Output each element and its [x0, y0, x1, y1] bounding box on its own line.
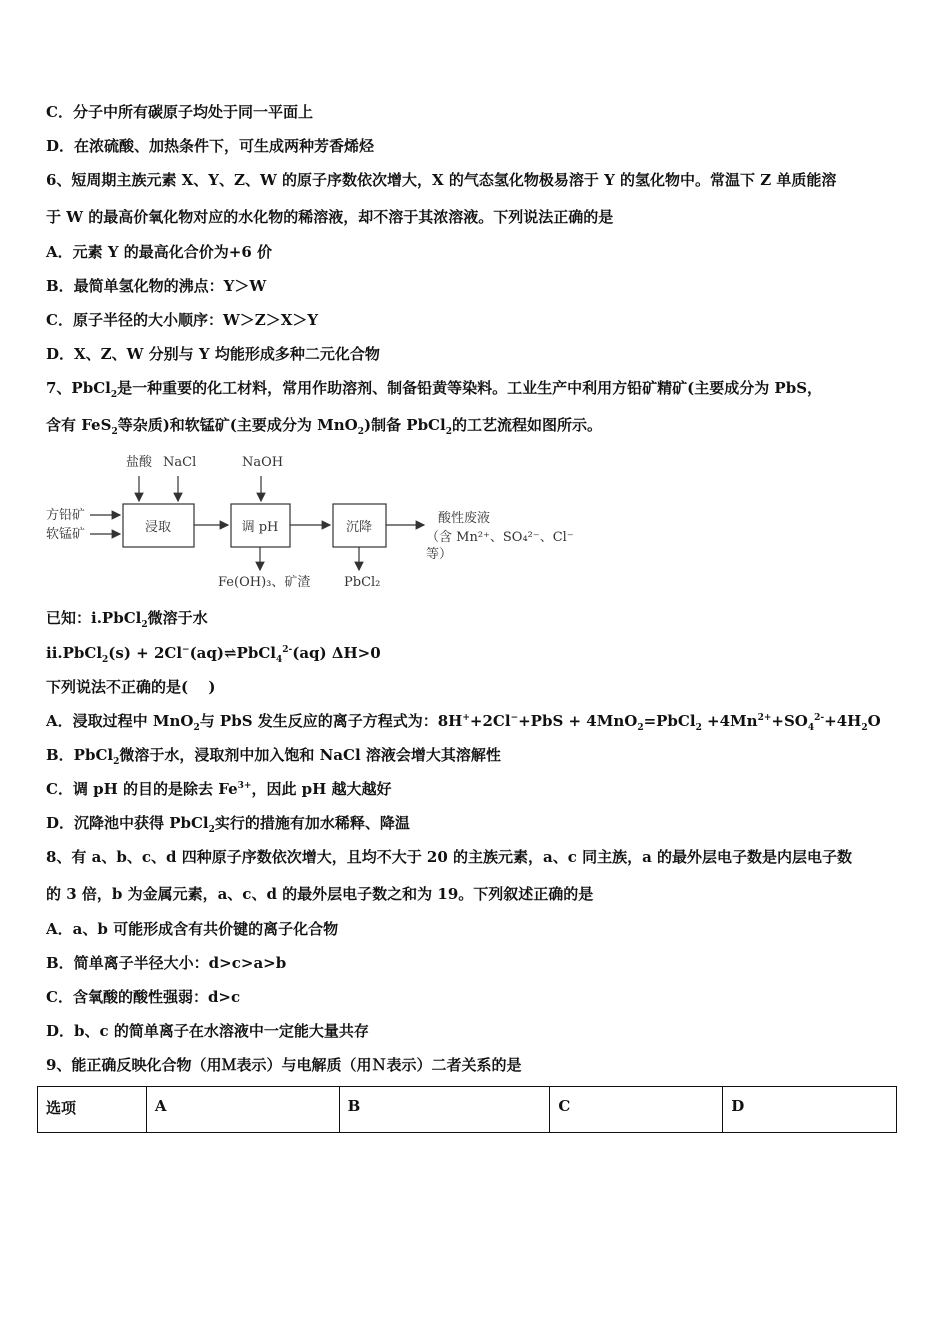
- reagent-label-nacl: NaCl: [163, 455, 197, 470]
- output-label-waste-detail: （含 Mn²⁺、SO₄²⁻、Cl⁻: [426, 530, 574, 545]
- output-label-waste-etc: 等）: [426, 547, 453, 562]
- q7-known-i: 已知：i.PbCl$_2$微溶于水: [46, 609, 208, 630]
- q8-stem-line1: 8、有 a、b、c、d 四种原子序数依次增大，且均不大于 20 的主族元素，a、c 同主族，a 的最外层电子数是内层电子数: [46, 848, 853, 866]
- q7-option-a: A．浸取过程中 MnO$_2$与 PbS 发生反应的离子方程式为：8H++2Cl−+PbS + 4MnO$_2$=PbCl$_2$ $+4Mn^{2+}+SO_4^{2-}+4H_2O$: [46, 712, 881, 733]
- table-header-c: C: [550, 1087, 723, 1133]
- q9-options-table: [37, 1086, 897, 1133]
- q6-stem-line1: 6、短周期主族元素 X、Y、Z、W 的原子序数依次增大，X 的气态氢化物极易溶于 Y 的氢化物中。常温下 Z 单质能溶: [46, 171, 837, 189]
- q7-stem-line2: 含有 FeS$_2$等杂质)和软锰矿(主要成分为 MnO$_2$)制备 PbCl$_2$的工艺流程如图所示。: [46, 416, 602, 437]
- q7-option-c: C．调 pH 的目的是除去 $Fe^{3+}$，因此 pH 越大越好: [46, 780, 392, 798]
- process-flow-diagram: [40, 450, 600, 600]
- box-label-adjust-ph: 调 pH: [241, 520, 279, 535]
- q6-option-d: D．X、Z、W 分别与 Y 均能形成多种二元化合物: [46, 345, 380, 363]
- table-header-option: 选项: [38, 1087, 147, 1133]
- q6-option-c: C．原子半径的大小顺序：W＞Z＞X＞Y: [46, 311, 319, 329]
- table-header-b: B: [339, 1087, 550, 1133]
- box-label-leaching: 浸取: [144, 520, 172, 535]
- input-label-pyrolusite: 软锰矿: [46, 527, 86, 542]
- q8-stem-line2: 的 3 倍，b 为金属元素，a、c、d 的最外层电子数之和为 19。下列叙述正确的是: [46, 885, 594, 903]
- q5-option-c: C．分子中所有碳原子均处于同一平面上: [46, 103, 313, 121]
- q5-option-d: D．在浓硫酸、加热条件下，可生成两种芳香烯烃: [46, 137, 375, 155]
- q7-question: 下列说法不正确的是( ): [46, 678, 216, 696]
- output-label-waste: 酸性废液: [438, 511, 491, 526]
- q8-option-c: C．含氧酸的酸性强弱：d>c: [46, 988, 241, 1006]
- q6-option-a: A．元素 Y 的最高化合价为+6 价: [46, 243, 273, 261]
- q7-known-ii: ii.PbCl$_2$(s) + 2Cl−(aq)⇌PbCl$_4^{2-}$(aq) ΔH>0: [46, 644, 381, 665]
- input-label-galena: 方铅矿: [46, 508, 86, 523]
- q8-option-d: D．b、c 的简单离子在水溶液中一定能大量共存: [46, 1022, 369, 1040]
- reagent-label-naoh: NaOH: [242, 455, 284, 470]
- table-header-a: A: [146, 1087, 339, 1133]
- table-row: [38, 1087, 897, 1133]
- q6-stem-line2: 于 W 的最高价氧化物对应的水化物的稀溶液，却不溶于其浓溶液。下列说法正确的是: [46, 208, 614, 226]
- box-label-settling: 沉降: [345, 520, 373, 535]
- q9-stem: 9、能正确反映化合物（用Ｍ表示）与电解质（用Ｎ表示）二者关系的是: [46, 1056, 522, 1074]
- q6-option-b: B．最简单氢化物的沸点：Y＞W: [46, 277, 267, 295]
- output-label-residue: Fe(OH)₃、矿渣: [218, 575, 311, 590]
- q7-option-d: D．沉降池中获得 PbCl$_2$实行的措施有加水稀释、降温: [46, 814, 410, 835]
- output-label-product: PbCl₂: [344, 575, 381, 590]
- q7-stem-line1: 7、PbCl$_2$是一种重要的化工材料，常用作助溶剂、制备铅黄等染料。工业生产中利用方铅矿精矿(主要成分为 PbS，: [46, 379, 823, 400]
- q7-option-b: B．PbCl$_2$微溶于水，浸取剂中加入饱和 NaCl 溶液会增大其溶解性: [46, 746, 501, 767]
- table-header-d: D: [723, 1087, 897, 1133]
- q8-option-a: A．a、b 可能形成含有共价键的离子化合物: [46, 920, 339, 938]
- q8-option-b: B．简单离子半径大小：d>c>a>b: [46, 954, 287, 972]
- reagent-label-hcl: 盐酸: [126, 455, 153, 470]
